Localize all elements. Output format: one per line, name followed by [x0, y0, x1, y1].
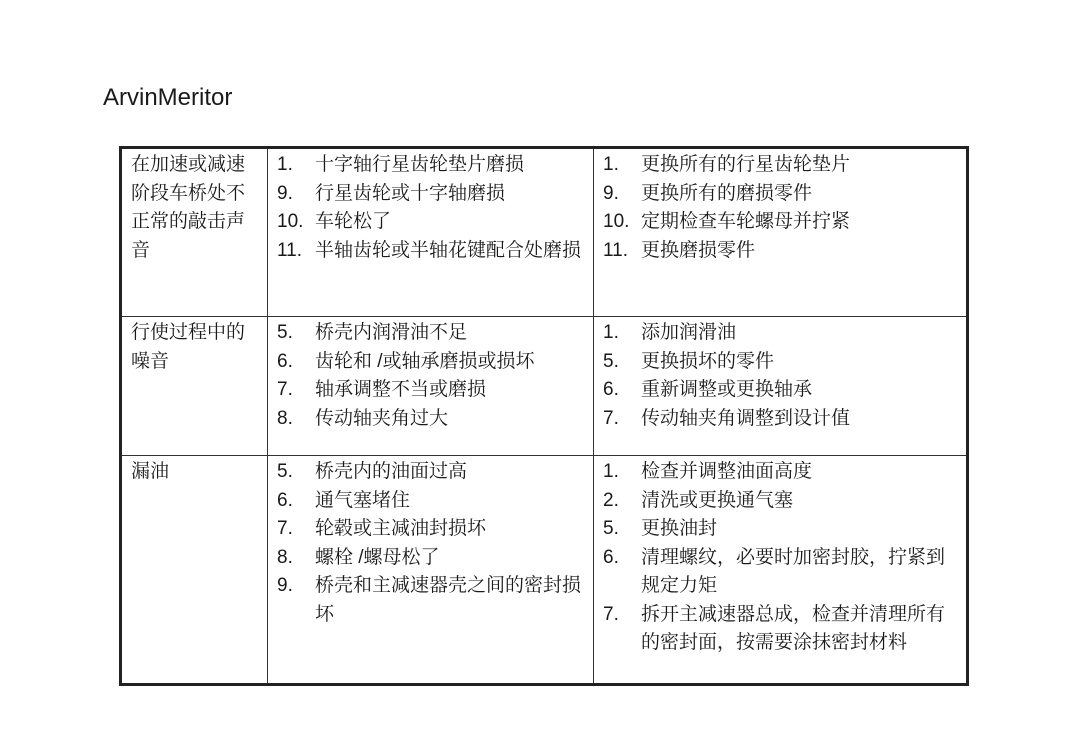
- item-text: 重新调整或更换轴承: [641, 379, 813, 400]
- item-text: 桥壳内的油面过高: [315, 461, 468, 482]
- remedy-item: [603, 208, 958, 237]
- cause-item: [277, 348, 585, 377]
- item-text: 齿轮和 /或轴承磨损或损坏: [315, 350, 535, 372]
- cause-cell: [268, 456, 594, 685]
- remedy-item: [603, 487, 958, 516]
- remedy-cell: [594, 317, 968, 456]
- remedy-cell: [594, 148, 968, 317]
- item-number: 6.: [277, 489, 293, 511]
- item-number: 7.: [277, 518, 293, 539]
- item-number: 1.: [277, 154, 293, 175]
- item-text: 轮毂或主减油封损坏: [315, 518, 487, 539]
- item-text: 更换油封: [641, 518, 718, 539]
- item-text: 拆开主减速器总成，检查并清理所有的密封面，按需要涂抹密封材料: [641, 603, 946, 653]
- troubleshooting-table: [119, 146, 969, 686]
- item-number: 7.: [603, 603, 619, 625]
- item-text: 螺栓 /螺母松了: [315, 546, 440, 568]
- item-number: 2.: [603, 489, 619, 511]
- item-number: 1.: [603, 154, 619, 175]
- item-number: 1.: [603, 461, 619, 482]
- item-text: 清理螺纹，必要时加密封胶，拧紧到规定力矩: [641, 546, 946, 596]
- remedy-item: [603, 151, 958, 180]
- item-number: 1.: [603, 322, 619, 343]
- cause-cell: [268, 148, 594, 317]
- item-number: 10.: [603, 211, 630, 232]
- remedy-item: [603, 544, 958, 601]
- item-number: 11.: [603, 239, 629, 261]
- cause-item: [277, 237, 585, 266]
- item-number: 10.: [277, 211, 304, 232]
- item-number: 5.: [603, 350, 619, 372]
- item-text: 轴承调整不当或磨损: [315, 379, 487, 400]
- item-text: 检查并调整油面高度: [641, 461, 813, 482]
- cause-item: [277, 487, 585, 516]
- cause-cell: [268, 317, 594, 456]
- item-number: 7.: [277, 379, 293, 400]
- table-row: [121, 317, 968, 456]
- item-text: 半轴齿轮或半轴花键配合处磨损: [315, 239, 582, 261]
- item-number: 5.: [277, 322, 293, 343]
- item-number: 7.: [603, 407, 619, 429]
- item-number: 11.: [277, 239, 303, 261]
- cause-item: [277, 515, 585, 544]
- remedy-item: [603, 237, 958, 266]
- item-text: 清洗或更换通气塞: [641, 489, 794, 511]
- item-text: 更换损坏的零件: [641, 350, 775, 372]
- remedy-item: [603, 348, 958, 377]
- item-number: 9.: [277, 182, 293, 204]
- remedy-item: [603, 601, 958, 658]
- item-text: 更换磨损零件: [641, 239, 756, 261]
- document-title: ArvinMeritor: [103, 84, 233, 111]
- item-text: 桥壳和主减速器壳之间的密封损坏: [315, 575, 582, 625]
- remedy-item: [603, 458, 958, 487]
- cause-item: [277, 405, 585, 434]
- item-number: 9.: [603, 182, 619, 204]
- cause-item: [277, 544, 585, 573]
- item-text: 通气塞堵住: [315, 489, 411, 511]
- item-number: 5.: [603, 518, 619, 539]
- item-number: 6.: [277, 350, 293, 372]
- item-text: 定期检查车轮螺母并拧紧: [641, 211, 851, 232]
- item-text: 行星齿轮或十字轴磨损: [315, 182, 506, 204]
- remedy-cell: [594, 456, 968, 685]
- item-number: 8.: [277, 546, 293, 568]
- cause-item: [277, 458, 585, 487]
- item-text: 十字轴行星齿轮垫片磨损: [315, 154, 525, 175]
- cause-item: [277, 151, 585, 180]
- item-text: 添加润滑油: [641, 322, 737, 343]
- table-row: [121, 456, 968, 685]
- remedy-item: [603, 515, 958, 544]
- symptom-cell: 在加速或减速阶段车桥处不正常的敲击声音: [121, 148, 268, 317]
- item-text: 更换所有的磨损零件: [641, 182, 813, 204]
- cause-item: [277, 180, 585, 209]
- item-text: 传动轴夹角调整到设计值: [641, 407, 851, 429]
- cause-item: [277, 319, 585, 348]
- item-number: 5.: [277, 461, 293, 482]
- table-row: [121, 148, 968, 317]
- remedy-item: [603, 405, 958, 434]
- item-text: 传动轴夹角过大: [315, 407, 449, 429]
- remedy-item: [603, 319, 958, 348]
- item-number: 9.: [277, 575, 293, 596]
- item-text: 车轮松了: [315, 211, 392, 232]
- item-text: 更换所有的行星齿轮垫片: [641, 154, 851, 175]
- symptom-cell: 行使过程中的噪音: [121, 317, 268, 456]
- remedy-item: [603, 376, 958, 405]
- item-number: 6.: [603, 546, 619, 568]
- item-number: 6.: [603, 379, 619, 400]
- item-number: 8.: [277, 407, 293, 429]
- item-text: 桥壳内润滑油不足: [315, 322, 468, 343]
- cause-item: [277, 208, 585, 237]
- cause-item: [277, 376, 585, 405]
- symptom-cell: 漏油: [121, 456, 268, 685]
- cause-item: [277, 572, 585, 629]
- remedy-item: [603, 180, 958, 209]
